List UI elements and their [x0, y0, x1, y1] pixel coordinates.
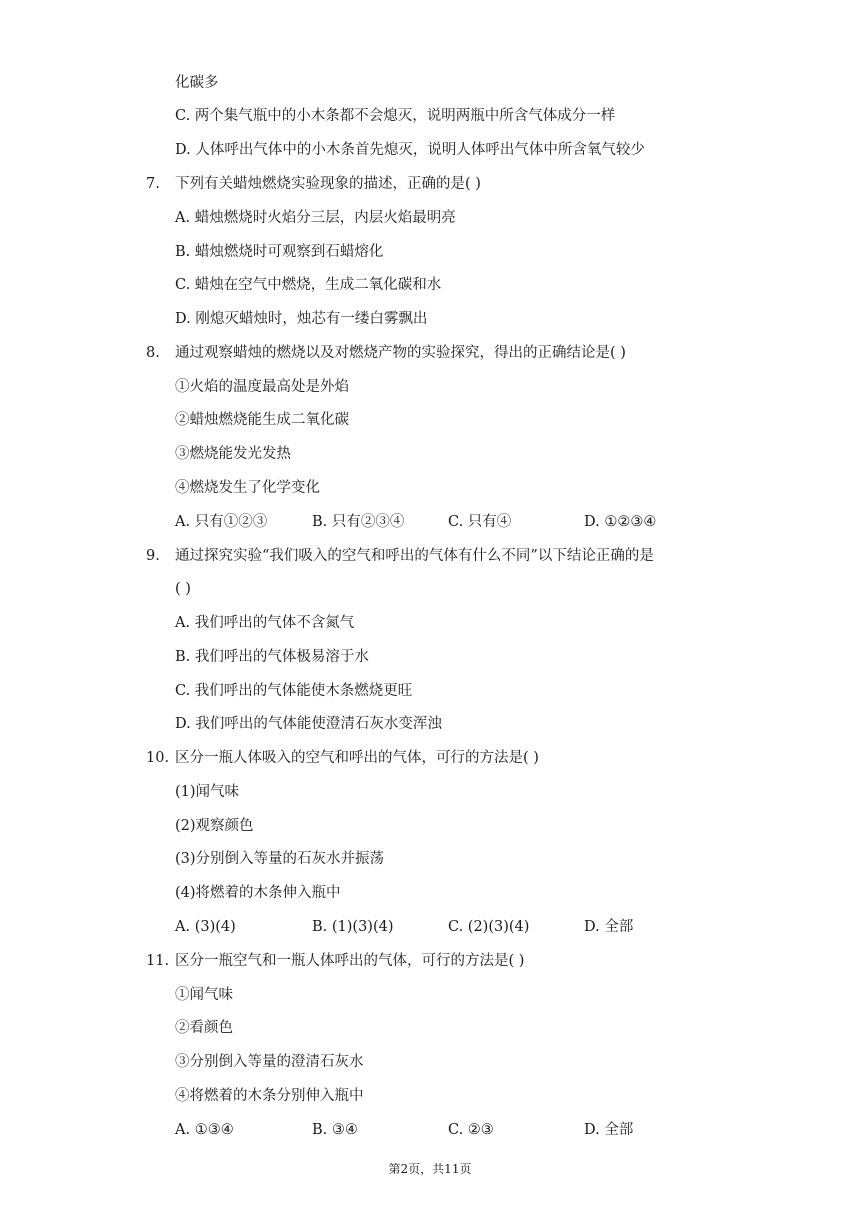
option-c: C. 蜡烛在空气中燃烧，生成二氧化碳和水	[175, 277, 442, 293]
option-d: D. 刚熄灭蜡烛时，烛芯有一缕白雾飘出	[175, 311, 428, 327]
statement-item: ①火焰的温度最高处是外焰	[175, 379, 349, 395]
statement-item: ④燃烧发生了化学变化	[175, 480, 320, 496]
statement-item: (1)闻气味	[175, 784, 240, 800]
option-a: A. (3)(4)	[175, 919, 236, 935]
page-footer: 第2页，共11页	[388, 1162, 472, 1176]
options-row	[175, 1120, 695, 1140]
question-stem: 通过观察蜡烛的燃烧以及对燃烧产物的实验探究，得出的正确结论是( )	[175, 345, 626, 361]
option-c: C. ②③	[448, 1122, 494, 1138]
option-a: A. ①③④	[175, 1122, 234, 1138]
option-d: D. 我们呼出的气体能使澄清石灰水变浑浊	[175, 716, 442, 732]
question-stem: 通过探究实验“我们吸入的空气和呼出的气体有什么不同”以下结论正确的是	[175, 548, 654, 564]
question-number: 11.	[146, 953, 170, 969]
option-c: C. 两个集气瓶中的小木条都不会熄灭，说明两瓶中所含气体成分一样	[175, 108, 616, 124]
option-d: D. ①②③④	[584, 514, 657, 530]
statement-item: ①闻气味	[175, 987, 233, 1003]
option-c: C. 只有④	[448, 514, 512, 530]
question-number: 9.	[146, 548, 160, 564]
options-row	[175, 917, 695, 937]
options-row	[175, 512, 695, 532]
option-d: D. 人体呼出气体中的小木条首先熄灭，说明人体呼出气体中所含氧气较少	[175, 142, 645, 158]
question-number: 7.	[146, 176, 160, 192]
option-d: D. 全部	[584, 919, 634, 935]
question-stem: 下列有关蜡烛燃烧实验现象的描述，正确的是( )	[175, 176, 481, 192]
option-b: B. ③④	[312, 1122, 358, 1138]
question-number: 10.	[146, 750, 170, 766]
option-b: B. 蜡烛燃烧时可观察到石蜡熔化	[175, 244, 384, 260]
option-c: C. 我们呼出的气体能使木条燃烧更旺	[175, 683, 413, 699]
question-stem: 区分一瓶人体吸入的空气和呼出的气体，可行的方法是( )	[175, 750, 539, 766]
option-b: B. 我们呼出的气体极易溶于水	[175, 649, 369, 665]
question-number: 8.	[146, 345, 160, 361]
option-a: A. 我们呼出的气体不含氮气	[175, 615, 355, 631]
option-d: D. 全部	[584, 1122, 634, 1138]
statement-item: ④将燃着的木条分别伸入瓶中	[175, 1088, 364, 1104]
statement-item: (3)分别倒入等量的石灰水并振荡	[175, 851, 385, 867]
option-b: B. (1)(3)(4)	[312, 919, 394, 935]
statement-item: ②蜡烛燃烧能生成二氧化碳	[175, 412, 349, 428]
question-stem-continued: ( )	[175, 581, 191, 597]
option-a: A. 只有①②③	[175, 514, 268, 530]
option-b: B. 只有②③④	[312, 514, 405, 530]
statement-item: (4)将燃着的木条伸入瓶中	[175, 885, 341, 901]
option-c: C. (2)(3)(4)	[448, 919, 530, 935]
option-a: A. 蜡烛燃烧时火焰分三层，内层火焰最明亮	[175, 210, 456, 226]
statement-item: (2)观察颜色	[175, 818, 254, 834]
statement-item: ②看颜色	[175, 1020, 233, 1036]
continuation-line: 化碳多	[175, 75, 219, 91]
statement-item: ③分别倒入等量的澄清石灰水	[175, 1054, 364, 1070]
question-stem: 区分一瓶空气和一瓶人体呼出的气体，可行的方法是( )	[175, 953, 525, 969]
statement-item: ③燃烧能发光发热	[175, 446, 291, 462]
